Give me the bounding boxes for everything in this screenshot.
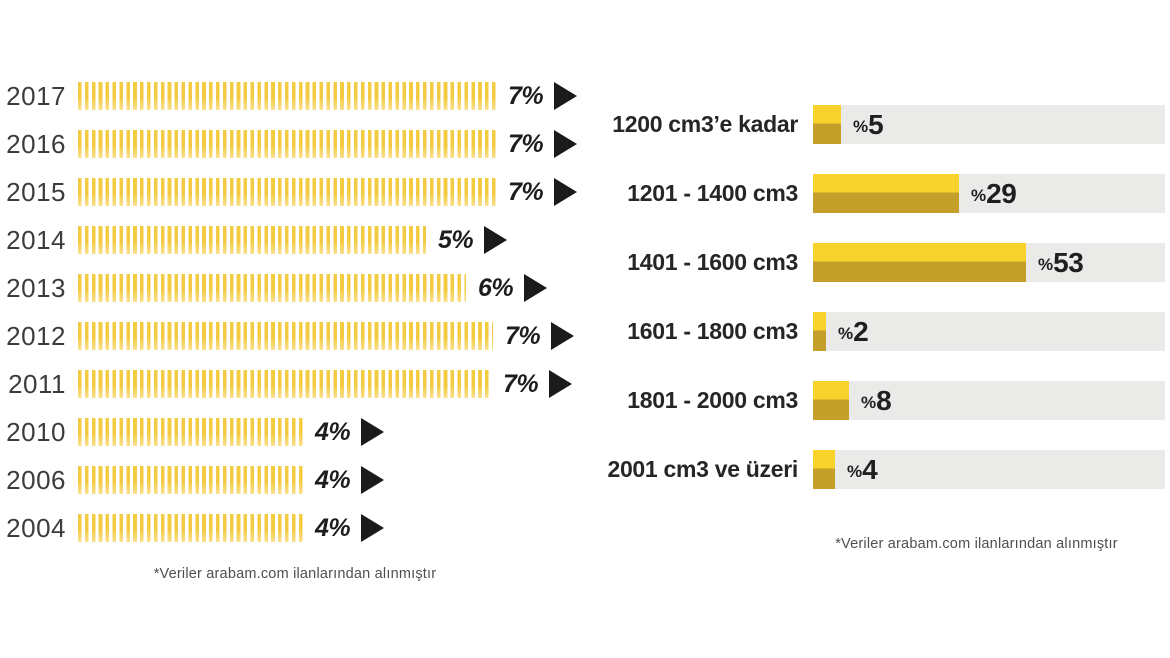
engine-size-row (598, 174, 1165, 213)
value-bar (813, 243, 1026, 282)
percent-label (853, 109, 883, 141)
percent-symbol: % (853, 116, 869, 136)
year-label: 2017 (6, 80, 66, 111)
percent-symbol: % (1038, 254, 1054, 274)
year-row-2014 (0, 216, 600, 264)
bar-track (813, 243, 1165, 282)
bar-track (813, 450, 1165, 489)
striped-bar (78, 274, 466, 302)
striped-bar (78, 370, 491, 398)
play-arrow-icon (554, 82, 577, 110)
year-row-2011 (0, 360, 600, 408)
percent-symbol: % (861, 392, 877, 412)
percent-label: 7% (503, 369, 539, 398)
percent-label (1038, 247, 1083, 279)
year-label: 2013 (6, 272, 66, 303)
percent-label (971, 178, 1016, 210)
percent-label: 4% (315, 417, 351, 446)
percent-label (847, 454, 877, 486)
engine-size-row (598, 381, 1165, 420)
percent-label: 5% (438, 225, 474, 254)
year-label: 2016 (6, 128, 66, 159)
percent-value: 29 (986, 177, 1017, 209)
play-arrow-icon (554, 130, 577, 158)
striped-bar (78, 178, 496, 206)
year-label: 2014 (6, 224, 66, 255)
play-arrow-icon (524, 274, 547, 302)
percent-symbol: % (838, 323, 854, 343)
play-arrow-icon (554, 178, 577, 206)
play-arrow-icon (551, 322, 574, 350)
percent-label: 7% (508, 177, 544, 206)
value-bar (813, 381, 849, 420)
engine-size-label: 1601 - 1800 cm3 (627, 318, 798, 344)
engine-size-label: 1201 - 1400 cm3 (627, 180, 798, 206)
engine-size-label: 1401 - 1600 cm3 (627, 249, 798, 275)
left-chart-footnote: *Veriler arabam.com ilanlarından alınmıştır (153, 566, 437, 582)
play-arrow-icon (484, 226, 507, 254)
engine-size-label: 1200 cm3’e kadar (612, 111, 798, 137)
engine-size-label: 1801 - 2000 cm3 (627, 387, 798, 413)
year-label: 2010 (6, 416, 66, 447)
percent-value: 8 (876, 384, 892, 416)
engine-size-chart (598, 105, 1165, 519)
engine-size-label: 2001 cm3 ve üzeri (607, 456, 798, 482)
percent-symbol: % (847, 461, 863, 481)
percent-value: 2 (853, 315, 869, 347)
striped-bar (78, 82, 496, 110)
bar-track (813, 174, 1165, 213)
engine-size-row (598, 312, 1165, 351)
value-bar (813, 450, 835, 489)
year-row-2004 (0, 504, 600, 552)
play-arrow-icon (361, 466, 384, 494)
year-label: 2012 (6, 320, 66, 351)
value-bar (813, 105, 841, 144)
engine-size-row (598, 105, 1165, 144)
year-label: 2011 (8, 368, 66, 399)
percent-label (861, 385, 891, 417)
engine-size-row (598, 450, 1165, 489)
year-row-2012 (0, 312, 600, 360)
striped-bar (78, 322, 493, 350)
year-row-2016 (0, 120, 600, 168)
percent-value: 5 (868, 108, 884, 140)
year-label: 2004 (6, 512, 66, 543)
percent-value: 53 (1053, 246, 1084, 278)
striped-bar (78, 418, 303, 446)
year-label: 2015 (6, 176, 66, 207)
percent-label: 7% (505, 321, 541, 350)
right-chart-footnote: *Veriler arabam.com ilanlarından alınmıştır (835, 536, 1118, 552)
year-row-2017 (0, 72, 600, 120)
year-label: 2006 (6, 464, 66, 495)
play-arrow-icon (361, 514, 384, 542)
percent-label: 4% (315, 465, 351, 494)
striped-bar (78, 466, 303, 494)
year-row-2015 (0, 168, 600, 216)
value-bar (813, 312, 826, 351)
percent-label (838, 316, 868, 348)
year-row-2006 (0, 456, 600, 504)
bar-track (813, 381, 1165, 420)
year-row-2013 (0, 264, 600, 312)
percent-label: 7% (508, 129, 544, 158)
striped-bar (78, 226, 426, 254)
year-row-2010 (0, 408, 600, 456)
value-bar (813, 174, 959, 213)
bar-track (813, 105, 1165, 144)
percent-label: 4% (315, 513, 351, 542)
percent-symbol: % (971, 185, 987, 205)
play-arrow-icon (361, 418, 384, 446)
striped-bar (78, 130, 496, 158)
engine-size-row (598, 243, 1165, 282)
play-arrow-icon (549, 370, 572, 398)
striped-bar (78, 514, 303, 542)
percent-label: 6% (478, 273, 514, 302)
percent-label: 7% (508, 81, 544, 110)
percent-value: 4 (862, 453, 878, 485)
year-share-chart (0, 72, 600, 552)
bar-track (813, 312, 1165, 351)
